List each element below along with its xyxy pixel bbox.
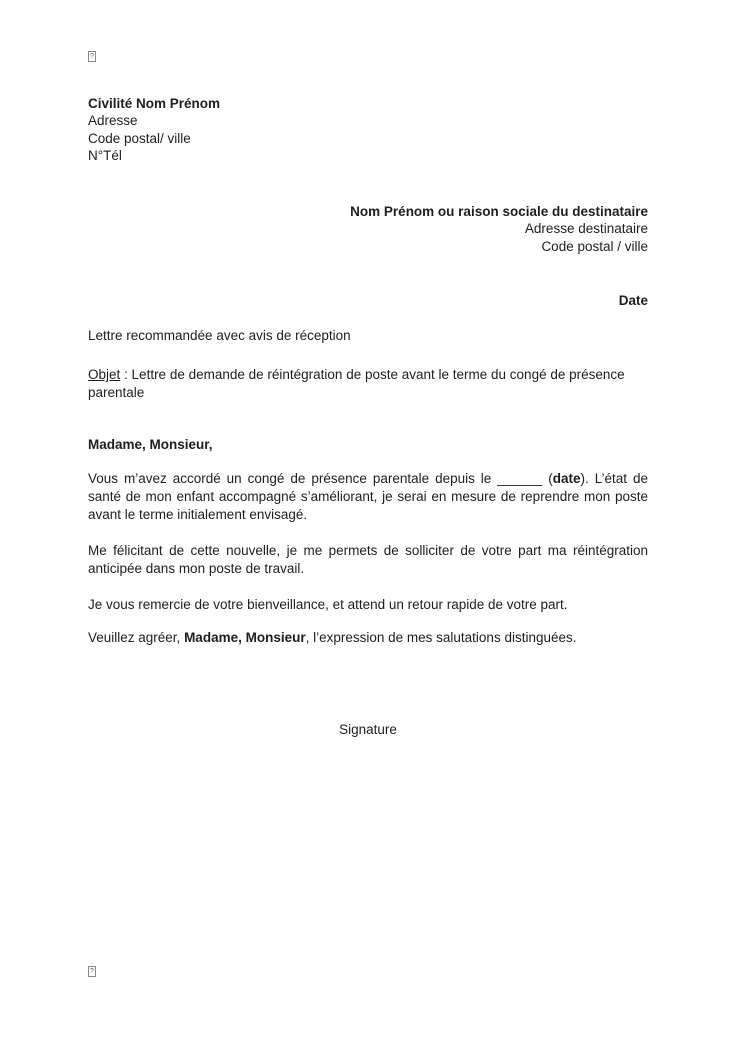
mail-type-line: Lettre recommandée avec avis de réception <box>88 327 351 343</box>
p4-salutation-bold: Madame, Monsieur <box>184 629 306 645</box>
p1-blank-line: ______ <box>497 470 543 486</box>
subject-line <box>88 366 648 401</box>
body-paragraph-1 <box>88 470 648 524</box>
body-paragraph-2: Me félicitant de cette nouvelle, je me permets de solliciter de votre part ma réintégration anticipée dans mon poste de travail. <box>88 542 648 576</box>
p1-text-before: Vous m’avez accordé un congé de présence parentale depuis le <box>88 470 498 486</box>
recipient-name: Nom Prénom ou raison sociale du destinataire <box>350 203 648 219</box>
body-paragraph-3: Je vous remercie de votre bienveillance, et attend un retour rapide de votre part. <box>88 596 568 612</box>
recipient-address: Adresse destinataire <box>524 221 648 236</box>
p1-text-after: ). L’état de santé de mon enfant accompagné s’améliorant, je serai en mesure de reprendre mon poste avant le terme initialement envisagé. <box>88 470 648 522</box>
missing-glyph-icon: ? <box>88 966 96 977</box>
missing-glyph-icon: ? <box>88 51 96 62</box>
p4-text-after: , l’expression de mes salutations distinguées. <box>305 629 577 645</box>
date-label: Date <box>618 293 648 308</box>
recipient-city: Code postal / ville <box>541 238 648 254</box>
sender-city: Code postal/ ville <box>88 130 191 146</box>
signature-label: Signature <box>339 721 397 737</box>
p4-text-before: Veuillez agréer, <box>88 629 185 645</box>
body-paragraph-4 <box>88 629 648 647</box>
p1-date-placeholder: date <box>552 470 581 486</box>
subject-label: Objet <box>88 367 121 382</box>
sender-name: Civilité Nom Prénom <box>88 95 221 111</box>
salutation: Madame, Monsieur, <box>88 437 213 452</box>
p1-paren-open: ( <box>542 470 553 486</box>
sender-block <box>88 95 648 165</box>
sender-phone: N°Tél <box>88 148 122 163</box>
recipient-block <box>88 203 648 256</box>
sender-address: Adresse <box>88 113 138 128</box>
subject-text: Lettre de demande de réintégration de poste avant le terme du congé de présence parentale <box>88 367 625 400</box>
subject-separator: : <box>120 367 132 382</box>
